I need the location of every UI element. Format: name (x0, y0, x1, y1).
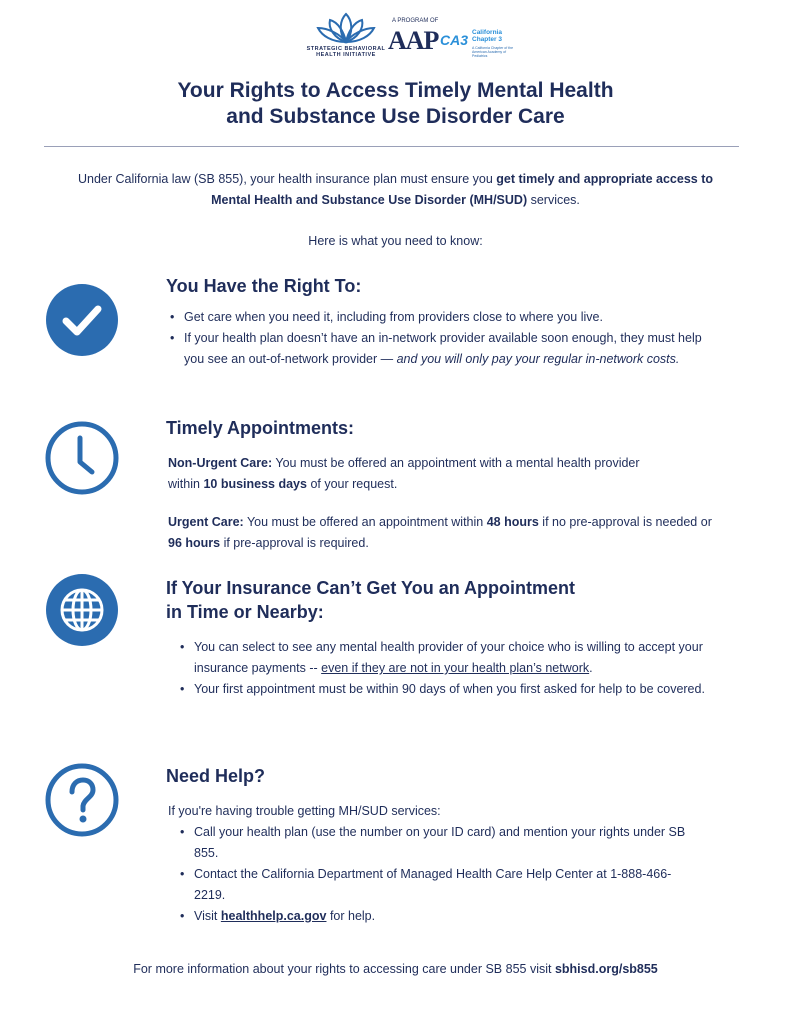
page-title (0, 78, 791, 130)
timely-heading: Timely Appointments: (166, 418, 355, 438)
sbhi-logo-text: STRATEGIC BEHAVIORAL HEALTH INITIATIVE (306, 46, 386, 58)
ca-chapter-small-text: A California Chapter of the American Academy of Pediatrics (472, 46, 514, 58)
healthhelp-link[interactable]: healthhelp.ca.gov (220, 909, 327, 923)
rights-list (168, 307, 708, 370)
list-item: • Contact the California Department of Managed Health Care Help Center at 1-888-466-2219. (178, 864, 698, 906)
title-line-1: Your Rights to Access Timely Mental Health (177, 79, 614, 102)
aap-logo-mark: AAP (388, 26, 439, 55)
aap-program-label: A PROGRAM OF (392, 18, 439, 24)
help-intro: If you're having trouble getting MH/SUD services: (168, 804, 441, 818)
help-list (178, 822, 698, 927)
lotus-logo-icon (314, 12, 378, 46)
intro-paragraph: Under California law (SB 855), your health insurance plan must ensure you get timely and appropriate access to Mental Health and Substance Use Disorder (MH/SUD) services. (77, 172, 714, 207)
know-line: Here is what you need to know: (308, 234, 483, 248)
footer-link[interactable]: sbhisd.org/sb855 (554, 962, 658, 976)
rights-heading: You Have the Right To: (166, 276, 362, 296)
question-icon (44, 762, 120, 838)
clock-icon (44, 420, 120, 496)
ca3-logo-mark: CA3 (440, 32, 469, 48)
globe-icon (44, 572, 120, 648)
urgent-paragraph: Urgent Care: You must be offered an appointment within 48 hours if no pre-approval is needed or 96 hours if pre-approval is required. (168, 515, 712, 550)
list-item: • You can select to see any mental health provider of your choice who is willing to accept your insurance payments -- even if they are not in your health plan’s network. (178, 637, 708, 679)
list-item: • Get care when you need it, including from providers close to where you live. (168, 307, 708, 328)
insurance-list (178, 637, 708, 700)
insurance-heading: If Your Insurance Can’t Get You an Appointment in Time or Nearby: (166, 578, 576, 622)
help-heading: Need Help? (166, 766, 266, 786)
list-item: • Call your health plan (use the number on your ID card) and mention your rights under SB 855. (178, 822, 698, 864)
checkmark-icon (44, 282, 120, 358)
header-logos (300, 12, 514, 60)
nonurgent-paragraph: Non-Urgent Care: You must be offered an appointment with a mental health provider within 10 business days of your request. (168, 456, 640, 491)
list-item: • Visit healthhelp.ca.gov for help. (178, 906, 698, 927)
title-line-2: and Substance Use Disorder Care (226, 105, 565, 128)
ca-chapter-label: California Chapter 3 (472, 29, 502, 43)
list-item: • If your health plan doesn’t have an in-network provider available soon enough, they must help you see an out-of-network provider — and you will only pay your regular in-network costs. (168, 328, 708, 370)
list-item: • Your first appointment must be within 90 days of when you first asked for help to be covered. (178, 679, 708, 700)
footer-text: For more information about your rights to accessing care under SB 855 visit sbhisd.org/sb855 (133, 962, 658, 976)
title-divider (44, 146, 739, 147)
